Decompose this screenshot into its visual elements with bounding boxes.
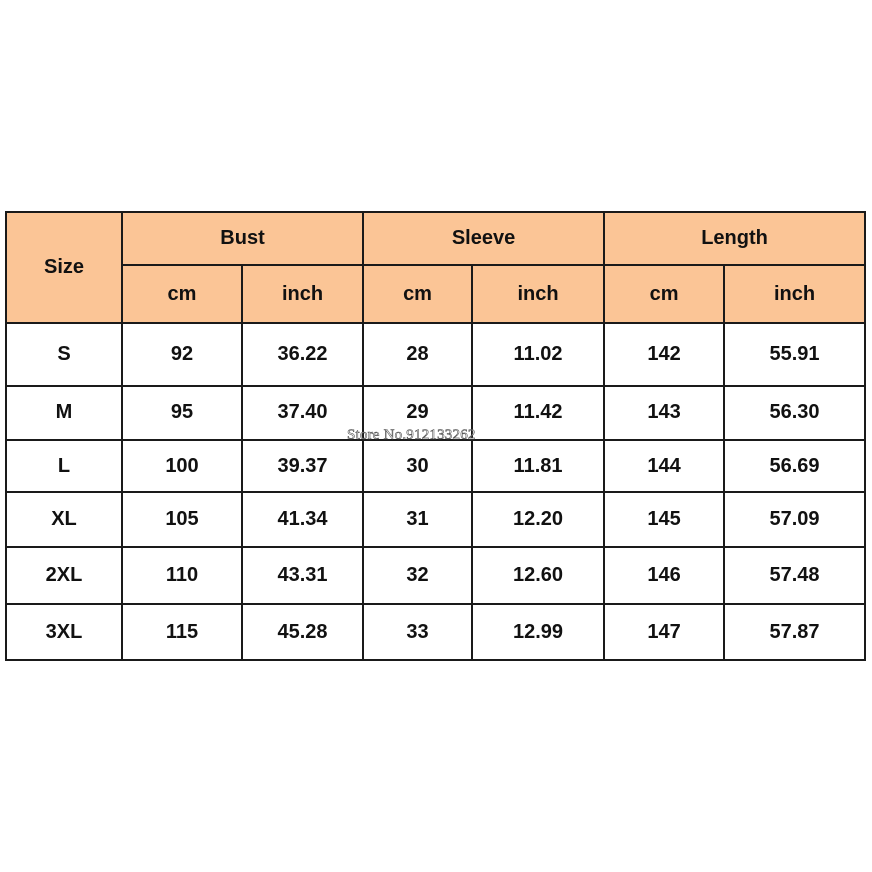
length-cm-cell: 142: [604, 323, 724, 386]
sleeve-inch-cell: 12.20: [472, 492, 604, 546]
size-cell: 3XL: [6, 604, 122, 660]
size-cell: M: [6, 386, 122, 440]
unit-sleeve-inch: inch: [472, 265, 604, 323]
length-inch-cell: 56.30: [724, 386, 865, 440]
length-cm-cell: 147: [604, 604, 724, 660]
table-row: [6, 492, 865, 546]
size-cell: XL: [6, 492, 122, 546]
sleeve-inch-cell: 11.02: [472, 323, 604, 386]
bust-inch-cell: 37.40: [242, 386, 363, 440]
length-cm-cell: 146: [604, 547, 724, 605]
table-row: [6, 440, 865, 492]
bust-inch-cell: 36.22: [242, 323, 363, 386]
header-size: Size: [6, 212, 122, 323]
bust-inch-cell: 45.28: [242, 604, 363, 660]
header-bust: Bust: [122, 212, 363, 265]
unit-bust-inch: inch: [242, 265, 363, 323]
sleeve-cm-cell: 29: [363, 386, 472, 440]
bust-inch-cell: 39.37: [242, 440, 363, 492]
table-row: [6, 604, 865, 660]
bust-cm-cell: 110: [122, 547, 242, 605]
sleeve-cm-cell: 28: [363, 323, 472, 386]
size-cell: L: [6, 440, 122, 492]
sleeve-cm-cell: 31: [363, 492, 472, 546]
header-length: Length: [604, 212, 865, 265]
bust-cm-cell: 115: [122, 604, 242, 660]
sleeve-inch-cell: 12.99: [472, 604, 604, 660]
header-sleeve: Sleeve: [363, 212, 604, 265]
bust-cm-cell: 92: [122, 323, 242, 386]
bust-cm-cell: 100: [122, 440, 242, 492]
table-row: [6, 547, 865, 605]
bust-inch-cell: 41.34: [242, 492, 363, 546]
bust-cm-cell: 105: [122, 492, 242, 546]
unit-length-cm: cm: [604, 265, 724, 323]
store-watermark: Store No.912133262: [347, 427, 476, 443]
unit-length-inch: inch: [724, 265, 865, 323]
sleeve-inch-cell: 12.60: [472, 547, 604, 605]
length-cm-cell: 143: [604, 386, 724, 440]
header-row-groups: [6, 212, 865, 265]
unit-sleeve-cm: cm: [363, 265, 472, 323]
sleeve-cm-cell: 33: [363, 604, 472, 660]
length-inch-cell: 55.91: [724, 323, 865, 386]
sleeve-cm-cell: 30: [363, 440, 472, 492]
length-inch-cell: 57.09: [724, 492, 865, 546]
bust-cm-cell: 95: [122, 386, 242, 440]
length-inch-cell: 57.87: [724, 604, 865, 660]
length-inch-cell: 56.69: [724, 440, 865, 492]
length-cm-cell: 144: [604, 440, 724, 492]
sleeve-inch-cell: 11.81: [472, 440, 604, 492]
sleeve-inch-cell: 11.42: [472, 386, 604, 440]
bust-inch-cell: 43.31: [242, 547, 363, 605]
size-cell: S: [6, 323, 122, 386]
sleeve-cm-cell: 32: [363, 547, 472, 605]
size-cell: 2XL: [6, 547, 122, 605]
length-inch-cell: 57.48: [724, 547, 865, 605]
length-cm-cell: 145: [604, 492, 724, 546]
unit-bust-cm: cm: [122, 265, 242, 323]
header-row-units: [6, 265, 865, 323]
table-row: [6, 323, 865, 386]
